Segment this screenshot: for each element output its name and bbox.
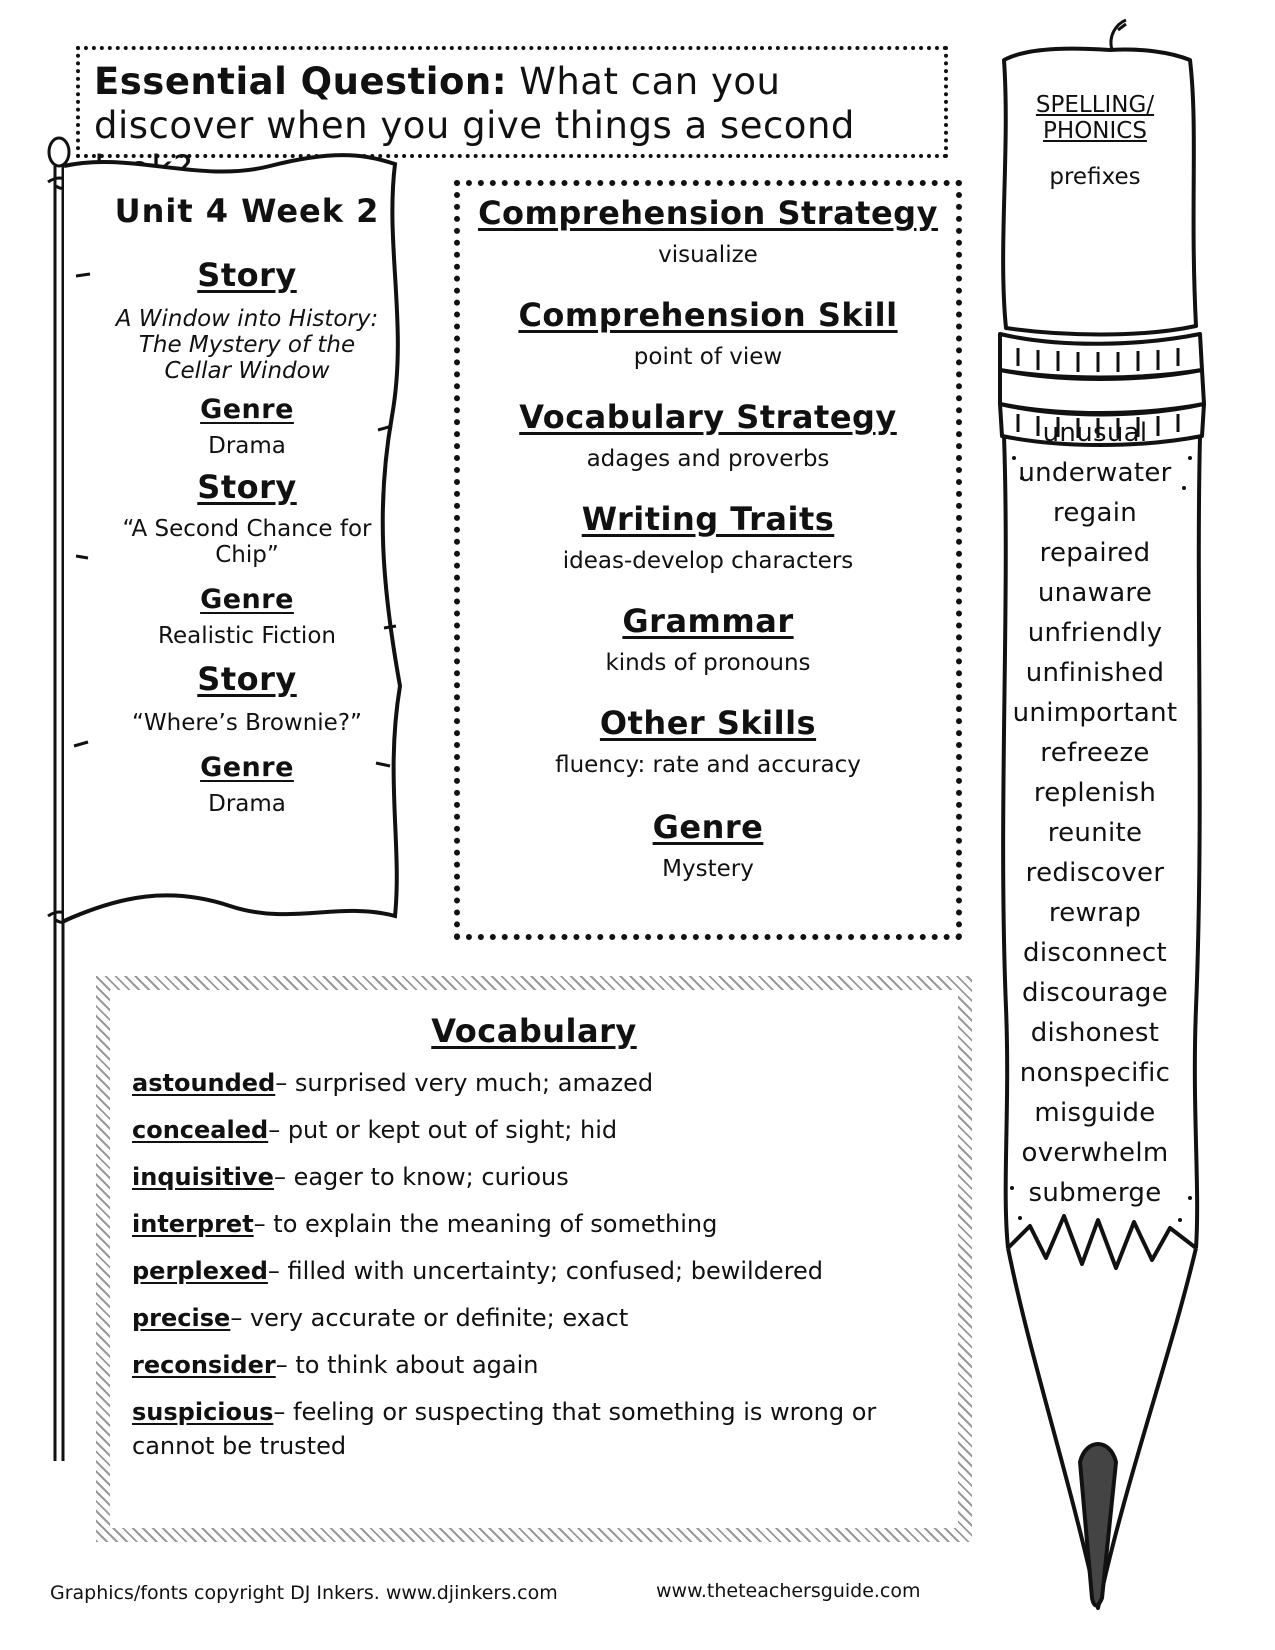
- spelling-phonics-heading: [1010, 92, 1180, 144]
- spelling-word: rediscover: [1025, 858, 1165, 888]
- skill-value: fluency: rate and accuracy: [555, 752, 861, 778]
- vocabulary-entry: [132, 1254, 936, 1288]
- spelling-focus: prefixes: [1049, 164, 1141, 190]
- spelling-heading-line2: PHONICS: [1043, 118, 1147, 144]
- skill-heading: Grammar: [622, 602, 794, 640]
- spelling-word: nonspecific: [1019, 1058, 1171, 1088]
- essential-question-text: What can you discover when you give things a second: [94, 60, 855, 147]
- story-title: “A Second Chance for Chip”: [122, 516, 372, 568]
- spelling-word: replenish: [1033, 778, 1157, 808]
- spelling-word: reunite: [1047, 818, 1143, 848]
- genre-value: Realistic Fiction: [158, 623, 336, 649]
- vocabulary-entry: [132, 1160, 936, 1194]
- banner-genre-3: [92, 752, 402, 817]
- vocabulary-definition: – very accurate or definite; exact: [230, 1304, 629, 1332]
- skill-heading: Other Skills: [599, 704, 817, 742]
- unit-week-title: Unit 4 Week 2: [114, 192, 380, 230]
- skill-value: Mystery: [662, 856, 754, 882]
- vocabulary-entry: [132, 1348, 936, 1382]
- spelling-heading-line1: SPELLING/: [1035, 92, 1155, 118]
- skill-comprehension-skill: [460, 296, 956, 370]
- vocabulary-definition: – feeling or suspecting that something is wrong or cannot be trusted: [132, 1398, 877, 1460]
- skill-heading: Writing Traits: [581, 500, 835, 538]
- vocabulary-title: Vocabulary: [431, 1012, 637, 1050]
- vocabulary-definition: – put or kept out of sight; hid: [268, 1116, 618, 1144]
- vocabulary-word: interpret: [132, 1210, 254, 1238]
- vocabulary-entry: [132, 1395, 936, 1463]
- vocabulary-definition: – filled with uncertainty; confused; bewildered: [267, 1257, 824, 1285]
- footer-website-link[interactable]: www.theteachersguide.com: [656, 1580, 921, 1602]
- spelling-word: unaware: [1037, 578, 1153, 608]
- footer-copyright: Graphics/fonts copyright DJ Inkers. www.djinkers.com: [50, 1582, 558, 1604]
- spelling-word: rewrap: [1048, 898, 1142, 928]
- story-heading: Story: [197, 660, 297, 698]
- vocabulary-word: perplexed: [132, 1257, 268, 1285]
- banner-story-2: [92, 468, 402, 568]
- vocabulary-definition: – to explain the meaning of something: [253, 1210, 718, 1238]
- spelling-word: unfinished: [1025, 658, 1165, 688]
- spelling-word: underwater: [1018, 458, 1172, 488]
- vocabulary-entry: [132, 1113, 936, 1147]
- skill-genre: [460, 808, 956, 882]
- skill-value: ideas-develop characters: [562, 548, 854, 574]
- story-heading: Story: [197, 468, 297, 506]
- vocabulary-entry: [132, 1301, 936, 1335]
- essential-question-label: Essential Question:: [94, 60, 507, 103]
- vocabulary-entry: [132, 1066, 936, 1100]
- genre-heading: Genre: [200, 394, 294, 425]
- vocabulary-word: precise: [132, 1304, 231, 1332]
- skill-vocabulary-strategy: [460, 398, 956, 472]
- banner-story-3: [92, 660, 402, 736]
- spelling-word: refreeze: [1040, 738, 1150, 768]
- spelling-word: repaired: [1039, 538, 1151, 568]
- vocabulary-word: reconsider: [132, 1351, 276, 1379]
- banner-genre-2: [92, 584, 402, 649]
- spelling-word: unusual: [1042, 418, 1148, 448]
- genre-heading: Genre: [200, 752, 294, 783]
- genre-value: Drama: [208, 791, 286, 817]
- vocabulary-definition: – surprised very much; amazed: [275, 1069, 654, 1097]
- vocabulary-word: astounded: [132, 1069, 276, 1097]
- skill-value: adages and proverbs: [586, 446, 830, 472]
- vocabulary-word: concealed: [132, 1116, 269, 1144]
- skill-writing-traits: [460, 500, 956, 574]
- spelling-word: regain: [1052, 498, 1138, 528]
- skill-comprehension-strategy: [460, 194, 956, 268]
- skill-heading: Comprehension Strategy: [478, 194, 938, 232]
- story-title: “Where’s Brownie?”: [132, 710, 362, 736]
- skill-heading: Genre: [652, 808, 764, 846]
- spelling-word: unfriendly: [1027, 618, 1163, 648]
- spelling-word: disconnect: [1023, 938, 1167, 968]
- genre-value: Drama: [208, 433, 286, 459]
- banner-story-1: [92, 256, 402, 384]
- skill-value: point of view: [633, 344, 783, 370]
- skill-heading: Comprehension Skill: [518, 296, 898, 334]
- spelling-word: submerge: [1028, 1178, 1162, 1208]
- vocabulary-box: [96, 976, 972, 1542]
- vocabulary-word: suspicious: [132, 1398, 274, 1426]
- banner-genre-1: [92, 394, 402, 459]
- banner-content: [92, 192, 402, 230]
- skill-heading: Vocabulary Strategy: [519, 398, 897, 436]
- spelling-word: overwhelm: [1021, 1138, 1169, 1168]
- spelling-word: discourage: [1021, 978, 1169, 1008]
- vocabulary-entry: [132, 1207, 936, 1241]
- spelling-word: unimportant: [1012, 698, 1178, 728]
- skill-grammar: [460, 602, 956, 676]
- skill-value: visualize: [658, 242, 758, 268]
- skill-other-skills: [460, 704, 956, 778]
- story-heading: Story: [197, 256, 297, 294]
- skill-value: kinds of pronouns: [605, 650, 811, 676]
- skills-box: [454, 180, 962, 940]
- vocabulary-definition: – to think about again: [275, 1351, 539, 1379]
- genre-heading: Genre: [200, 584, 294, 615]
- spelling-word: dishonest: [1030, 1018, 1160, 1048]
- story-title: A Window into History: The Mystery of the Cellar Window: [115, 306, 379, 384]
- vocabulary-definition: – eager to know; curious: [273, 1163, 569, 1191]
- vocabulary-word: inquisitive: [132, 1163, 274, 1191]
- spelling-word: misguide: [1034, 1098, 1156, 1128]
